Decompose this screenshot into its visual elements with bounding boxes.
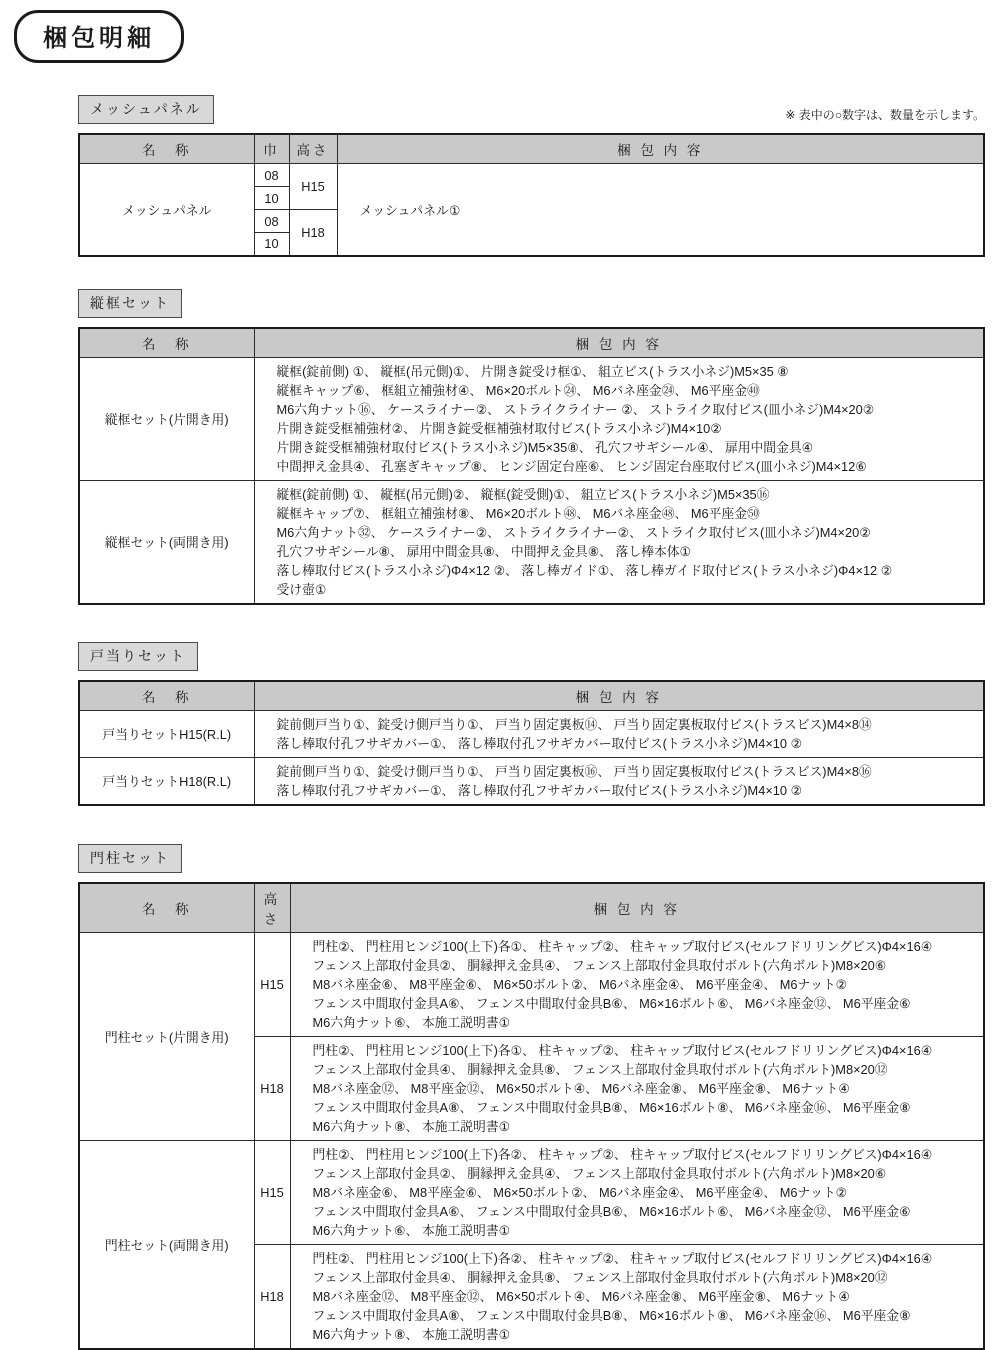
content-line: M8バネ座金⑫、 M8平座金⑫、 M6×50ボルト④、 M6バネ座金⑧、 M6平座金⑧、 M6ナット④	[312, 1288, 850, 1304]
content-line: 受け壺①	[276, 581, 327, 597]
content-line: 縦框(錠前側) ①、 縦框(吊元側)①、 片開き錠受け框①、 組立ビス(トラス小ネジ)M5×35 ⑧	[276, 363, 789, 379]
mesh-panel-section	[78, 95, 985, 257]
page-title: 梱包明細	[14, 10, 184, 63]
height-value: H18	[254, 1036, 290, 1140]
row-name: 戸当りセットH15(R.L)	[79, 710, 254, 757]
gate-post-table	[78, 882, 985, 1350]
table-header-row	[79, 328, 984, 358]
col-header-height: 高さ	[254, 883, 290, 933]
content-cell	[254, 757, 984, 805]
content-line: フェンス中間取付金具A⑥、 フェンス中間取付金具B⑥、 M6×16ボルト⑥、 M6バネ座金⑫、 M6平座金⑥	[312, 1203, 911, 1219]
table-header-row	[79, 134, 984, 164]
content-line: フェンス中間取付金具A⑥、 フェンス中間取付金具B⑥、 M6×16ボルト⑥、 M6バネ座金⑫、 M6平座金⑥	[312, 995, 911, 1011]
col-header-contents: 梱 包 内 容	[254, 681, 984, 711]
content-line: M6六角ナット⑥、 本施工説明書①	[312, 1222, 511, 1238]
door-stop-table	[78, 680, 985, 806]
content-line: 中間押え金具④、 孔塞ぎキャップ⑧、 ヒンジ固定台座⑥、 ヒンジ固定台座取付ビス(皿小ネジ)M4×12⑥	[276, 458, 867, 474]
vertical-frame-section	[78, 289, 985, 605]
content-line: 落し棒取付孔フサギカバー①、 落し棒取付孔フサギカバー取付ビス(トラス小ネジ)M4×10 ②	[276, 782, 803, 798]
content-line: フェンス上部取付金具④、 胴縁押え金具⑧、 フェンス上部取付金具取付ボルト(六角ボルト)M8×20⑫	[312, 1269, 888, 1285]
section-label-gate-post: 門柱セット	[78, 844, 182, 873]
table-row	[79, 757, 984, 805]
height-value: H15	[254, 932, 290, 1036]
content-line: 錠前側戸当り①、錠受け側戸当り①、 戸当り固定裏板⑯、 戸当り固定裏板取付ビス(トラスビス)M4×8⑯	[276, 763, 872, 779]
content-cell	[254, 710, 984, 757]
vertical-frame-table	[78, 327, 985, 605]
height-value: H15	[254, 1140, 290, 1244]
col-header-name: 名 称	[79, 883, 254, 933]
content-line: 片開き錠受框補強材②、 片開き錠受框補強材取付ビス(トラス小ネジ)M4×10②	[276, 420, 722, 436]
width-value: 08	[254, 164, 289, 187]
content-line: M8バネ座金⑫、 M8平座金⑫、 M6×50ボルト④、 M6バネ座金⑧、 M6平座金⑧、 M6ナット④	[312, 1080, 850, 1096]
mesh-panel-table	[78, 133, 985, 257]
table-row	[79, 164, 984, 187]
content-line: フェンス上部取付金具④、 胴縁押え金具⑧、 フェンス上部取付金具取付ボルト(六角ボルト)M8×20⑫	[312, 1061, 888, 1077]
content-line: 縦框キャップ⑦、 框組立補強材⑧、 M6×20ボルト㊽、 M6バネ座金㊽、 M6平座金㊿	[276, 505, 760, 521]
door-stop-section	[78, 642, 985, 806]
content-line: M6六角ナット㉜、 ケースライナー②、 ストライクライナー②、 ストライク取付ビス(皿小ネジ)M4×20②	[276, 524, 871, 540]
content-line: 門柱②、 門柱用ヒンジ100(上下)各①、 柱キャップ②、 柱キャップ取付ビス(セルフドリリングビス)Φ4×16④	[312, 1042, 933, 1058]
content-line: M6六角ナット⑥、 本施工説明書①	[312, 1014, 511, 1030]
row-name: 縦框セット(両開き用)	[79, 480, 254, 604]
content-line: M6六角ナット⑯、 ケースライナー②、 ストライクライナー ②、 ストライク取付ビス(皿小ネジ)M4×20②	[276, 401, 875, 417]
content-line: M8バネ座金⑥、 M8平座金⑥、 M6×50ボルト②、 M6バネ座金④、 M6平座金④、 M6ナット②	[312, 976, 848, 992]
content-line: 落し棒取付ビス(トラス小ネジ)Φ4×12 ②、 落し棒ガイド①、 落し棒ガイド取付ビス(トラス小ネジ)Φ4×12 ②	[276, 562, 893, 578]
quantity-note: ※ 表中の○数字は、数量を示します。	[785, 108, 985, 122]
content-cell	[254, 357, 984, 480]
row-name: 戸当りセットH18(R.L)	[79, 757, 254, 805]
content-line: M8バネ座金⑥、 M8平座金⑥、 M6×50ボルト②、 M6バネ座金④、 M6平座金④、 M6ナット②	[312, 1184, 848, 1200]
width-value: 10	[254, 187, 289, 210]
content-line: フェンス上部取付金具②、 胴縁押え金具④、 フェンス上部取付金具取付ボルト(六角ボルト)M8×20⑥	[312, 957, 887, 973]
content-line: 錠前側戸当り①、錠受け側戸当り①、 戸当り固定裏板⑭、 戸当り固定裏板取付ビス(トラスビス)M4×8⑭	[276, 716, 872, 732]
gate-post-section	[78, 844, 985, 1350]
width-value: 08	[254, 210, 289, 233]
table-row	[79, 932, 984, 1036]
table-row	[79, 480, 984, 604]
table-row	[79, 1140, 984, 1244]
content-line: 縦框(錠前側) ①、 縦框(吊元側)②、 縦框(錠受側)①、 組立ビス(トラス小ネジ)M5×35⑯	[276, 486, 770, 502]
height-value: H18	[289, 210, 337, 256]
table-row	[79, 710, 984, 757]
content-line: フェンス中間取付金具A⑧、 フェンス中間取付金具B⑧、 M6×16ボルト⑧、 M6バネ座金⑯、 M6平座金⑧	[312, 1307, 911, 1323]
col-header-name: 名 称	[79, 328, 254, 358]
row-name: 縦框セット(片開き用)	[79, 357, 254, 480]
content-cell	[290, 1036, 984, 1140]
col-header-contents: 梱 包 内 容	[290, 883, 984, 933]
width-value: 10	[254, 233, 289, 256]
col-header-name: 名 称	[79, 134, 254, 164]
col-header-height: 高さ	[289, 134, 337, 164]
content-line: 門柱②、 門柱用ヒンジ100(上下)各②、 柱キャップ②、 柱キャップ取付ビス(セルフドリリングビス)Φ4×16④	[312, 1250, 933, 1266]
section-label-door-stop: 戸当りセット	[78, 642, 198, 671]
content-cell	[254, 480, 984, 604]
content-line: フェンス中間取付金具A⑧、 フェンス中間取付金具B⑧、 M6×16ボルト⑧、 M6バネ座金⑯、 M6平座金⑧	[312, 1099, 911, 1115]
content-line: 落し棒取付孔フサギカバー①、 落し棒取付孔フサギカバー取付ビス(トラス小ネジ)M4×10 ②	[276, 735, 803, 751]
content-line: 片開き錠受框補強材取付ビス(トラス小ネジ)M5×35⑧、 孔穴フサギシール④、 扉用中間金具④	[276, 439, 814, 455]
height-value: H18	[254, 1244, 290, 1349]
content-line: 縦框キャップ⑥、 框組立補強材④、 M6×20ボルト㉔、 M6バネ座金㉔、 M6平座金㊵	[276, 382, 760, 398]
content-cell	[290, 1244, 984, 1349]
section-label-mesh-panel: メッシュパネル	[78, 95, 214, 124]
height-value: H15	[289, 164, 337, 210]
content-line: M6六角ナット⑧、 本施工説明書①	[312, 1118, 511, 1134]
table-header-row	[79, 883, 984, 933]
content-cell	[290, 932, 984, 1036]
table-row	[79, 357, 984, 480]
col-header-width: 巾	[254, 134, 289, 164]
col-header-contents: 梱 包 内 容	[337, 134, 984, 164]
content-cell: メッシュパネル①	[337, 164, 984, 256]
content-line: 門柱②、 門柱用ヒンジ100(上下)各①、 柱キャップ②、 柱キャップ取付ビス(セルフドリリングビス)Φ4×16④	[312, 938, 933, 954]
content-line: 門柱②、 門柱用ヒンジ100(上下)各②、 柱キャップ②、 柱キャップ取付ビス(セルフドリリングビス)Φ4×16④	[312, 1146, 933, 1162]
content-cell	[290, 1140, 984, 1244]
content-line: M6六角ナット⑧、 本施工説明書①	[312, 1326, 511, 1342]
row-name: 門柱セット(両開き用)	[79, 1140, 254, 1349]
row-name: 門柱セット(片開き用)	[79, 932, 254, 1140]
table-header-row	[79, 681, 984, 711]
content-line: フェンス上部取付金具②、 胴縁押え金具④、 フェンス上部取付金具取付ボルト(六角ボルト)M8×20⑥	[312, 1165, 887, 1181]
content-line: 孔穴フサギシール⑧、 扉用中間金具⑧、 中間押え金具⑧、 落し棒本体①	[276, 543, 691, 559]
col-header-contents: 梱 包 内 容	[254, 328, 984, 358]
col-header-name: 名 称	[79, 681, 254, 711]
section-label-vertical-frame: 縦框セット	[78, 289, 182, 318]
row-name: メッシュパネル	[79, 164, 254, 256]
